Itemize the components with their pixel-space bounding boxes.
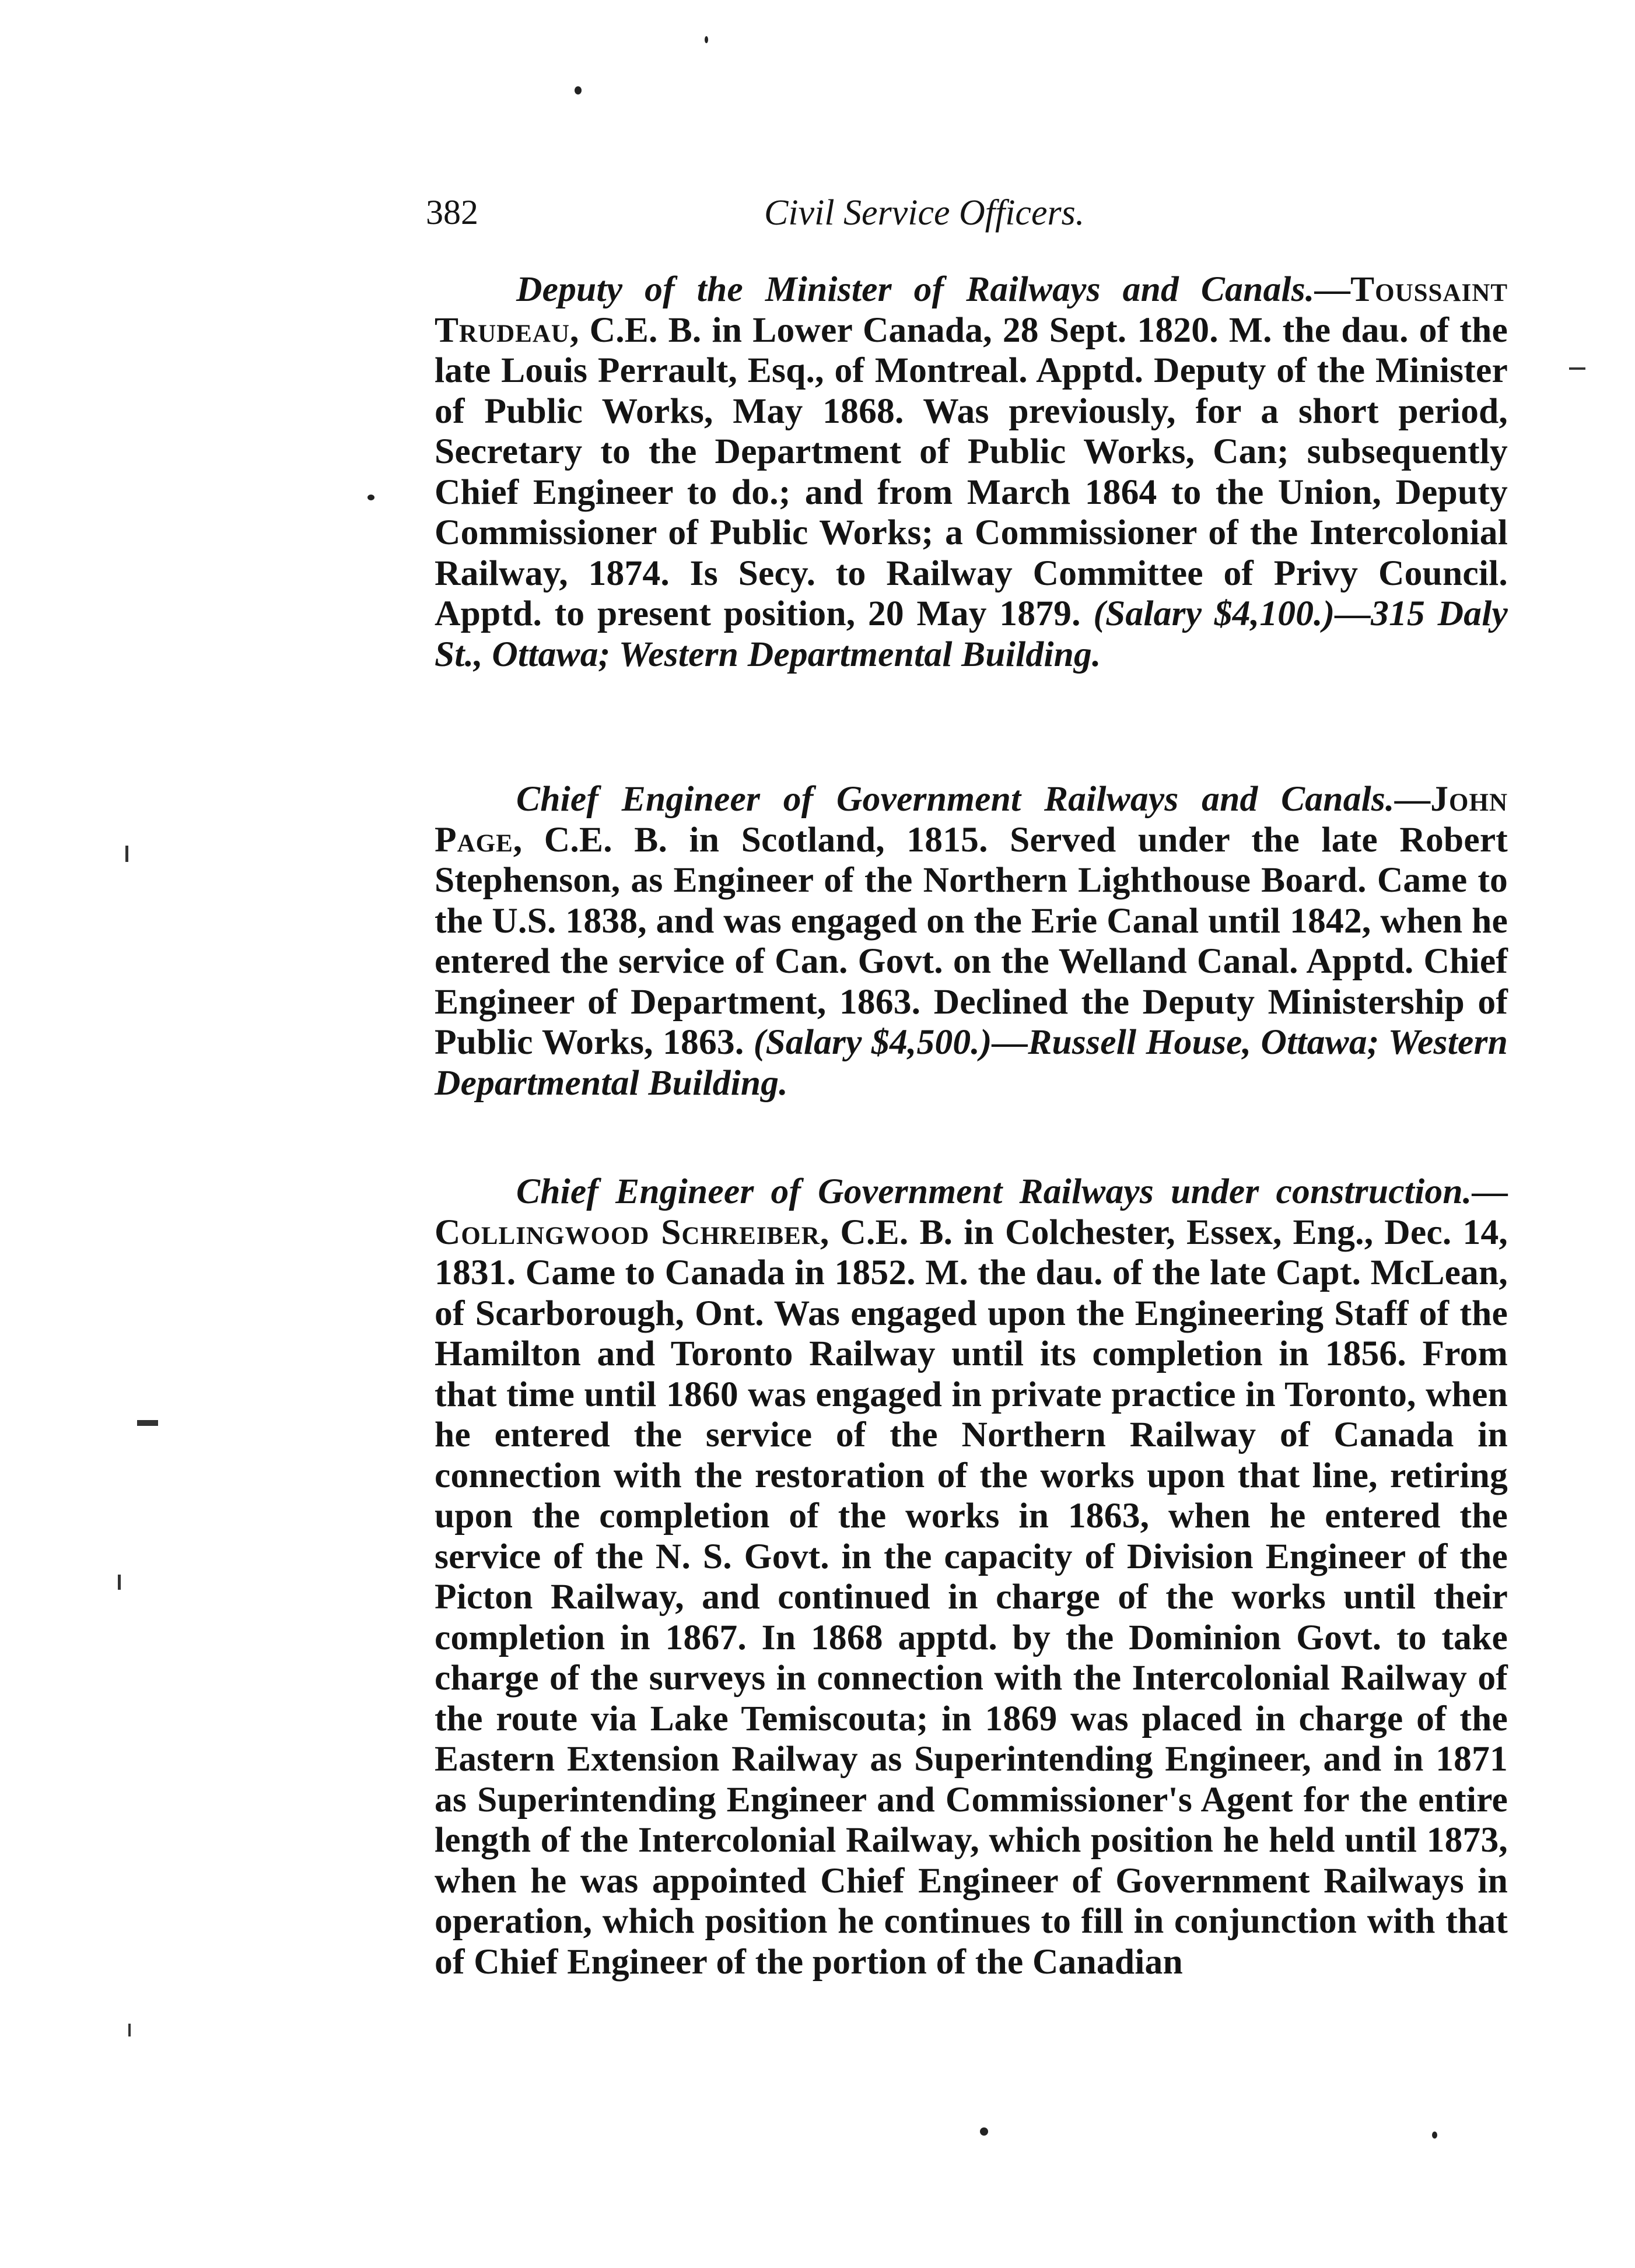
page-header xyxy=(426,192,1505,239)
entry-chief-engineer-canals xyxy=(435,779,1508,1103)
page-number: 382 xyxy=(426,193,478,232)
entry-salary: (Salary $4,500.) xyxy=(753,1022,992,1062)
entry-name: Collingwood Schreiber xyxy=(435,1212,820,1252)
entry-deputy-minister xyxy=(435,269,1508,675)
entry-name: John Page xyxy=(435,779,1508,860)
entry-address: —Russell House, Ottawa; Western Departmental Building. xyxy=(435,1022,1508,1103)
scan-speck xyxy=(1432,2132,1437,2139)
scan-mark xyxy=(128,2024,131,2036)
entry-salary: (Salary $4,100.) xyxy=(1093,594,1335,633)
scan-mark xyxy=(118,1575,121,1590)
entry-paragraph: Chief Engineer of Government Railways under construction.—Collingwood Schreiber, C.E. B. in Colchester, Essex, Eng., Dec. 14, 1831. Came to Canada in 1852. M. the dau. of the late Capt. McLean, of Scarborough, Ont. Was engaged upon the Engineering Staff of the Hamilton and Toronto Railway until its completion in 1856. From that time until 1860 was engaged in private practice in Toronto, when he entered the service of the Northern Railway of Canada in connection with the restoration of the works upon that line, retiring upon the completion of the works in 1863, when he entered the service of the N. S. Govt. in the capacity of Division Engineer of the Picton Railway, and continued in charge of the works until their completion in 1867. In 1868 apptd. by the Dominion Govt. to take charge of the surveys in connection with the Intercolonial Railway of the route via Lake Temiscouta; in 1869 was placed in charge of the Eastern Extension Railway as Superintending Engineer, and in 1871 as Superintending Engineer and Commissioner's Agent for the entire length of the Intercolonial Railway, which position he held until 1873, when he was appointed Chief Engineer of Government Railways in operation, which position he continues to fill in conjunction with that of Chief Engineer of the portion of the Canadian xyxy=(435,1172,1508,1982)
entry-name: Toussaint Trudeau xyxy=(435,269,1508,350)
entry-body: , C.E. B. in Colchester, Essex, Eng., Dec. 14, 1831. Came to Canada in 1852. M. the dau. of the late Capt. McLean, of Scarborough, Ont. Was engaged upon the Engineering Staff of the Hamilton and Toronto Railway until its completion in 1856. From that time until 1860 was engaged in private practice in Toronto, when he entered the service of the Northern Railway of Canada in connection with the restoration of the works upon that line, retiring upon the completion of the works in 1863, when he entered the service of the N. S. Govt. in the capacity of Division Engineer of the Picton Railway, and continued in charge of the works until their completion in 1867. In 1868 apptd. by the Dominion Govt. to take charge of the surveys in connection with the Intercolonial Railway of the route via Lake Temiscouta; in 1869 was placed in charge of the Eastern Extension Railway as Superintending Engineer, and in 1871 as Superintending Engineer and Commissioner's Agent for the entire length of the Intercolonial Railway, which position he held until 1873, when he was appointed Chief Engineer of Government Railways in operation, which position he continues to fill in conjunction with that of Chief Engineer of the portion of the Canadian xyxy=(435,1212,1508,1982)
entry-body: , C.E. B. in Scotland, 1815. Served under the late Robert Stephenson, as Engineer of the Northern Lighthouse Board. Came to the U.S. 1838, and was engaged on the Erie Canal until 1842, when he entered the service of Can. Govt. on the Welland Canal. Apptd. Chief Engineer of Department, 1863. Declined the Deputy Ministership of Public Works, 1863. xyxy=(435,819,1508,1062)
entry-paragraph: Chief Engineer of Government Railways and Canals.—John Page, C.E. B. in Scotland, 1815. Served under the late Robert Stephenson, as Engineer of the Northern Lighthouse Board. Came to the U.S. 1838, and was engaged on the Erie Canal until 1842, when he entered the service of Can. Govt. on the Welland Canal. Apptd. Chief Engineer of Department, 1863. Declined the Deputy Ministership of Public Works, 1863. (Salary $4,500.)—Russell House, Ottawa; Western Departmental Building. xyxy=(435,779,1508,1103)
scan-speck xyxy=(705,36,708,43)
entry-office: Chief Engineer of Government Railways under construction. xyxy=(516,1172,1472,1211)
scan-speck xyxy=(367,495,374,500)
scan-mark xyxy=(137,1420,158,1426)
entry-address: —315 Daly St., Ottawa; Western Departmental Building. xyxy=(435,594,1508,674)
entry-office: Chief Engineer of Government Railways and Canals. xyxy=(516,779,1395,819)
entry-chief-engineer-construction xyxy=(435,1172,1508,1982)
scan-mark xyxy=(1569,367,1585,370)
scan-speck xyxy=(575,86,582,94)
scan-speck xyxy=(980,2127,988,2136)
entry-body: , C.E. B. in Lower Canada, 28 Sept. 1820. M. the dau. of the late Louis Perrault, Esq., of Montreal. Apptd. Deputy of the Minister of Public Works, May 1868. Was previously, for a short period, Secretary to the Department of Public Works, Can; subsequently Chief Engineer to do.; and from March 1864 to the Union, Deputy Commissioner of Public Works; a Commissioner of the Intercolonial Railway, 1874. Is Secy. to Railway Committee of Privy Council. Apptd. to present position, 20 May 1879. xyxy=(435,310,1508,633)
entry-paragraph: Deputy of the Minister of Railways and Canals.—Toussaint Trudeau, C.E. B. in Lower Canada, 28 Sept. 1820. M. the dau. of the late Louis Perrault, Esq., of Montreal. Apptd. Deputy of the Minister of Public Works, May 1868. Was previously, for a short period, Secretary to the Department of Public Works, Can; subsequently Chief Engineer to do.; and from March 1864 to the Union, Deputy Commissioner of Public Works; a Commissioner of the Intercolonial Railway, 1874. Is Secy. to Railway Committee of Privy Council. Apptd. to present position, 20 May 1879. (Salary $4,100.)—315 Daly St., Ottawa; Western Departmental Building. xyxy=(435,269,1508,674)
entry-office: Deputy of the Minister of Railways and Canals. xyxy=(516,269,1315,309)
running-head: Civil Service Officers. xyxy=(764,193,1085,233)
scan-mark xyxy=(125,846,128,862)
